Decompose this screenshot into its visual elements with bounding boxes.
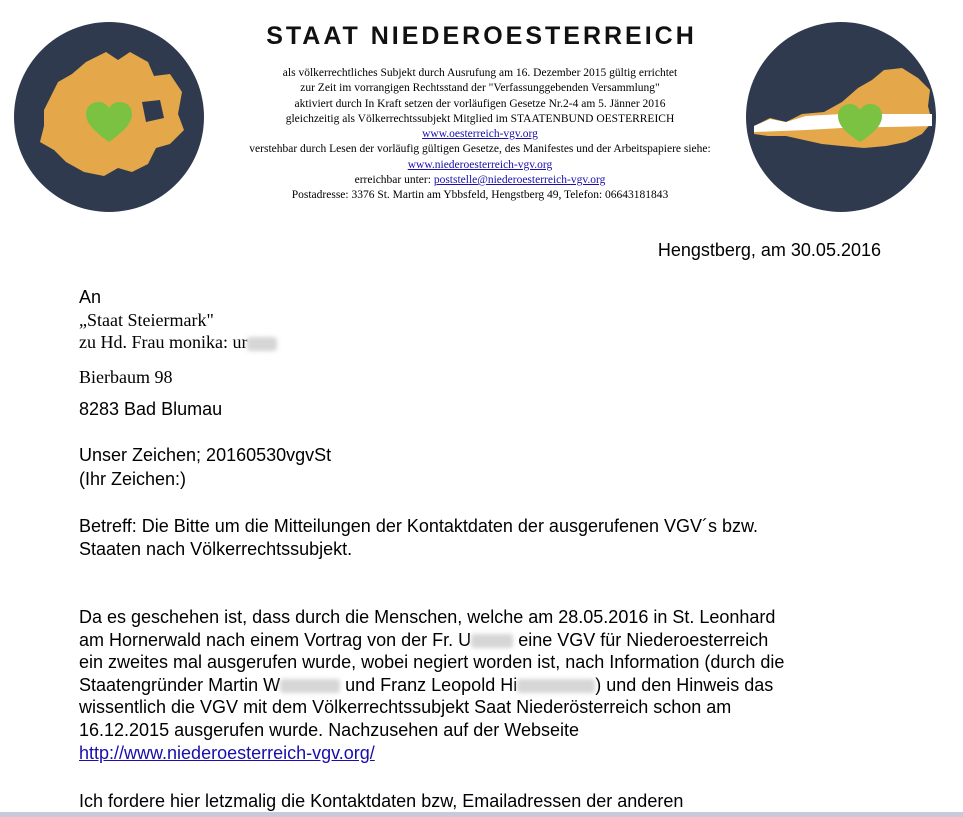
recipient-city: 8283 Bad Blumau [79, 399, 223, 419]
postal-address: Postadresse: 3376 St. Martin am Ybbsfeld, Hengstberg 49, Telefon: 06643181843 [291, 189, 669, 202]
letter-body [79, 606, 899, 764]
letterhead-line: zur Zeit im vorrangigen Rechtsstand der "Verfassunggebenden Versammlung" [300, 82, 660, 95]
body-line: ein zweites mal ausgerufen wurde, wobei negiert worden ist, nach Information (durch die [79, 652, 785, 673]
recipient-an: An [79, 287, 102, 307]
body-text-segment: ) und den Hinweis das [595, 674, 774, 695]
subject-line: Staaten nach Völkerrechtssubjekt. [79, 538, 353, 559]
letterhead-line: aktiviert durch In Kraft setzen der vorläufigen Gesetze Nr.2-4 am 5. Jänner 2016 [294, 97, 666, 110]
recipient-name: „Staat Steiermark" [79, 310, 214, 330]
body-line: 16.12.2015 ausgerufen wurde. Nachzusehen auf der Webseite [79, 719, 580, 740]
body-line [79, 629, 899, 652]
letter-body-continued [79, 790, 899, 813]
redacted-text [471, 634, 513, 648]
redacted-text [517, 679, 595, 693]
contact-email-link[interactable]: poststelle@niederoesterreich-vgv.org [433, 174, 606, 187]
subject-line: Betreff: Die Bitte um die Mitteilungen der Kontaktdaten der ausgerufenen VGV´s bzw. [79, 516, 759, 536]
recipient-attn: zu Hd. Frau monika: ur [79, 332, 248, 352]
page-bottom-border [0, 812, 963, 817]
body-text-segment: eine VGV für Niederoesterreich [513, 629, 769, 650]
recipient-attn-line [79, 332, 277, 353]
body-line: Ich fordere hier letzmalig die Kontaktdaten bzw, Emailadressen der anderen [79, 791, 684, 811]
our-reference: Unser Zeichen; 20160530vgvSt [79, 445, 332, 465]
body-line: Da es geschehen ist, dass durch die Menschen, welche am 28.05.2016 in St. Leonhard [79, 607, 776, 627]
body-text-segment: Staatengründer Martin W [79, 674, 281, 695]
letterhead-title: STAAT NIEDEROESTERREICH [266, 22, 697, 50]
body-line: wissentlich die VGV mit dem Völkerrechtssubjekt Saat Niederösterreich schon am [79, 697, 732, 718]
letterhead-line: verstehbar durch Lesen der vorläufig gültigen Gesetze, des Manifestes und der Arbeitspapiere siehe: [249, 143, 711, 156]
website-link[interactable]: http://www.niederoesterreich-vgv.org/ [79, 742, 375, 763]
body-text-segment: und Franz Leopold Hi [340, 674, 518, 695]
redacted-text [247, 337, 277, 351]
body-line [79, 674, 899, 697]
body-text-segment: am Hornerwald nach einem Vortrag von der Fr. U [79, 629, 472, 650]
letterhead-line: gleichzeitig als Völkerrechtssubjekt Mitglied im STAATENBUND OESTERREICH [285, 112, 675, 125]
letter-date: Hengstberg, am 30.05.2016 [657, 240, 881, 260]
letterhead-line: als völkerrechtliches Subjekt durch Ausrufung am 16. Dezember 2015 gültig errichtet [282, 67, 678, 79]
contact-prefix: erreichbar unter: [354, 174, 431, 187]
contact-line [220, 173, 740, 188]
recipient-street: Bierbaum 98 [79, 367, 173, 387]
staatenbund-link[interactable]: www.oesterreich-vgv.org [422, 128, 538, 141]
redacted-text [280, 679, 340, 693]
letterhead-info [220, 66, 740, 204]
your-reference: (Ihr Zeichen:) [79, 469, 187, 489]
subject [79, 515, 899, 560]
niederoesterreich-link[interactable]: www.niederoesterreich-vgv.org [407, 158, 553, 171]
